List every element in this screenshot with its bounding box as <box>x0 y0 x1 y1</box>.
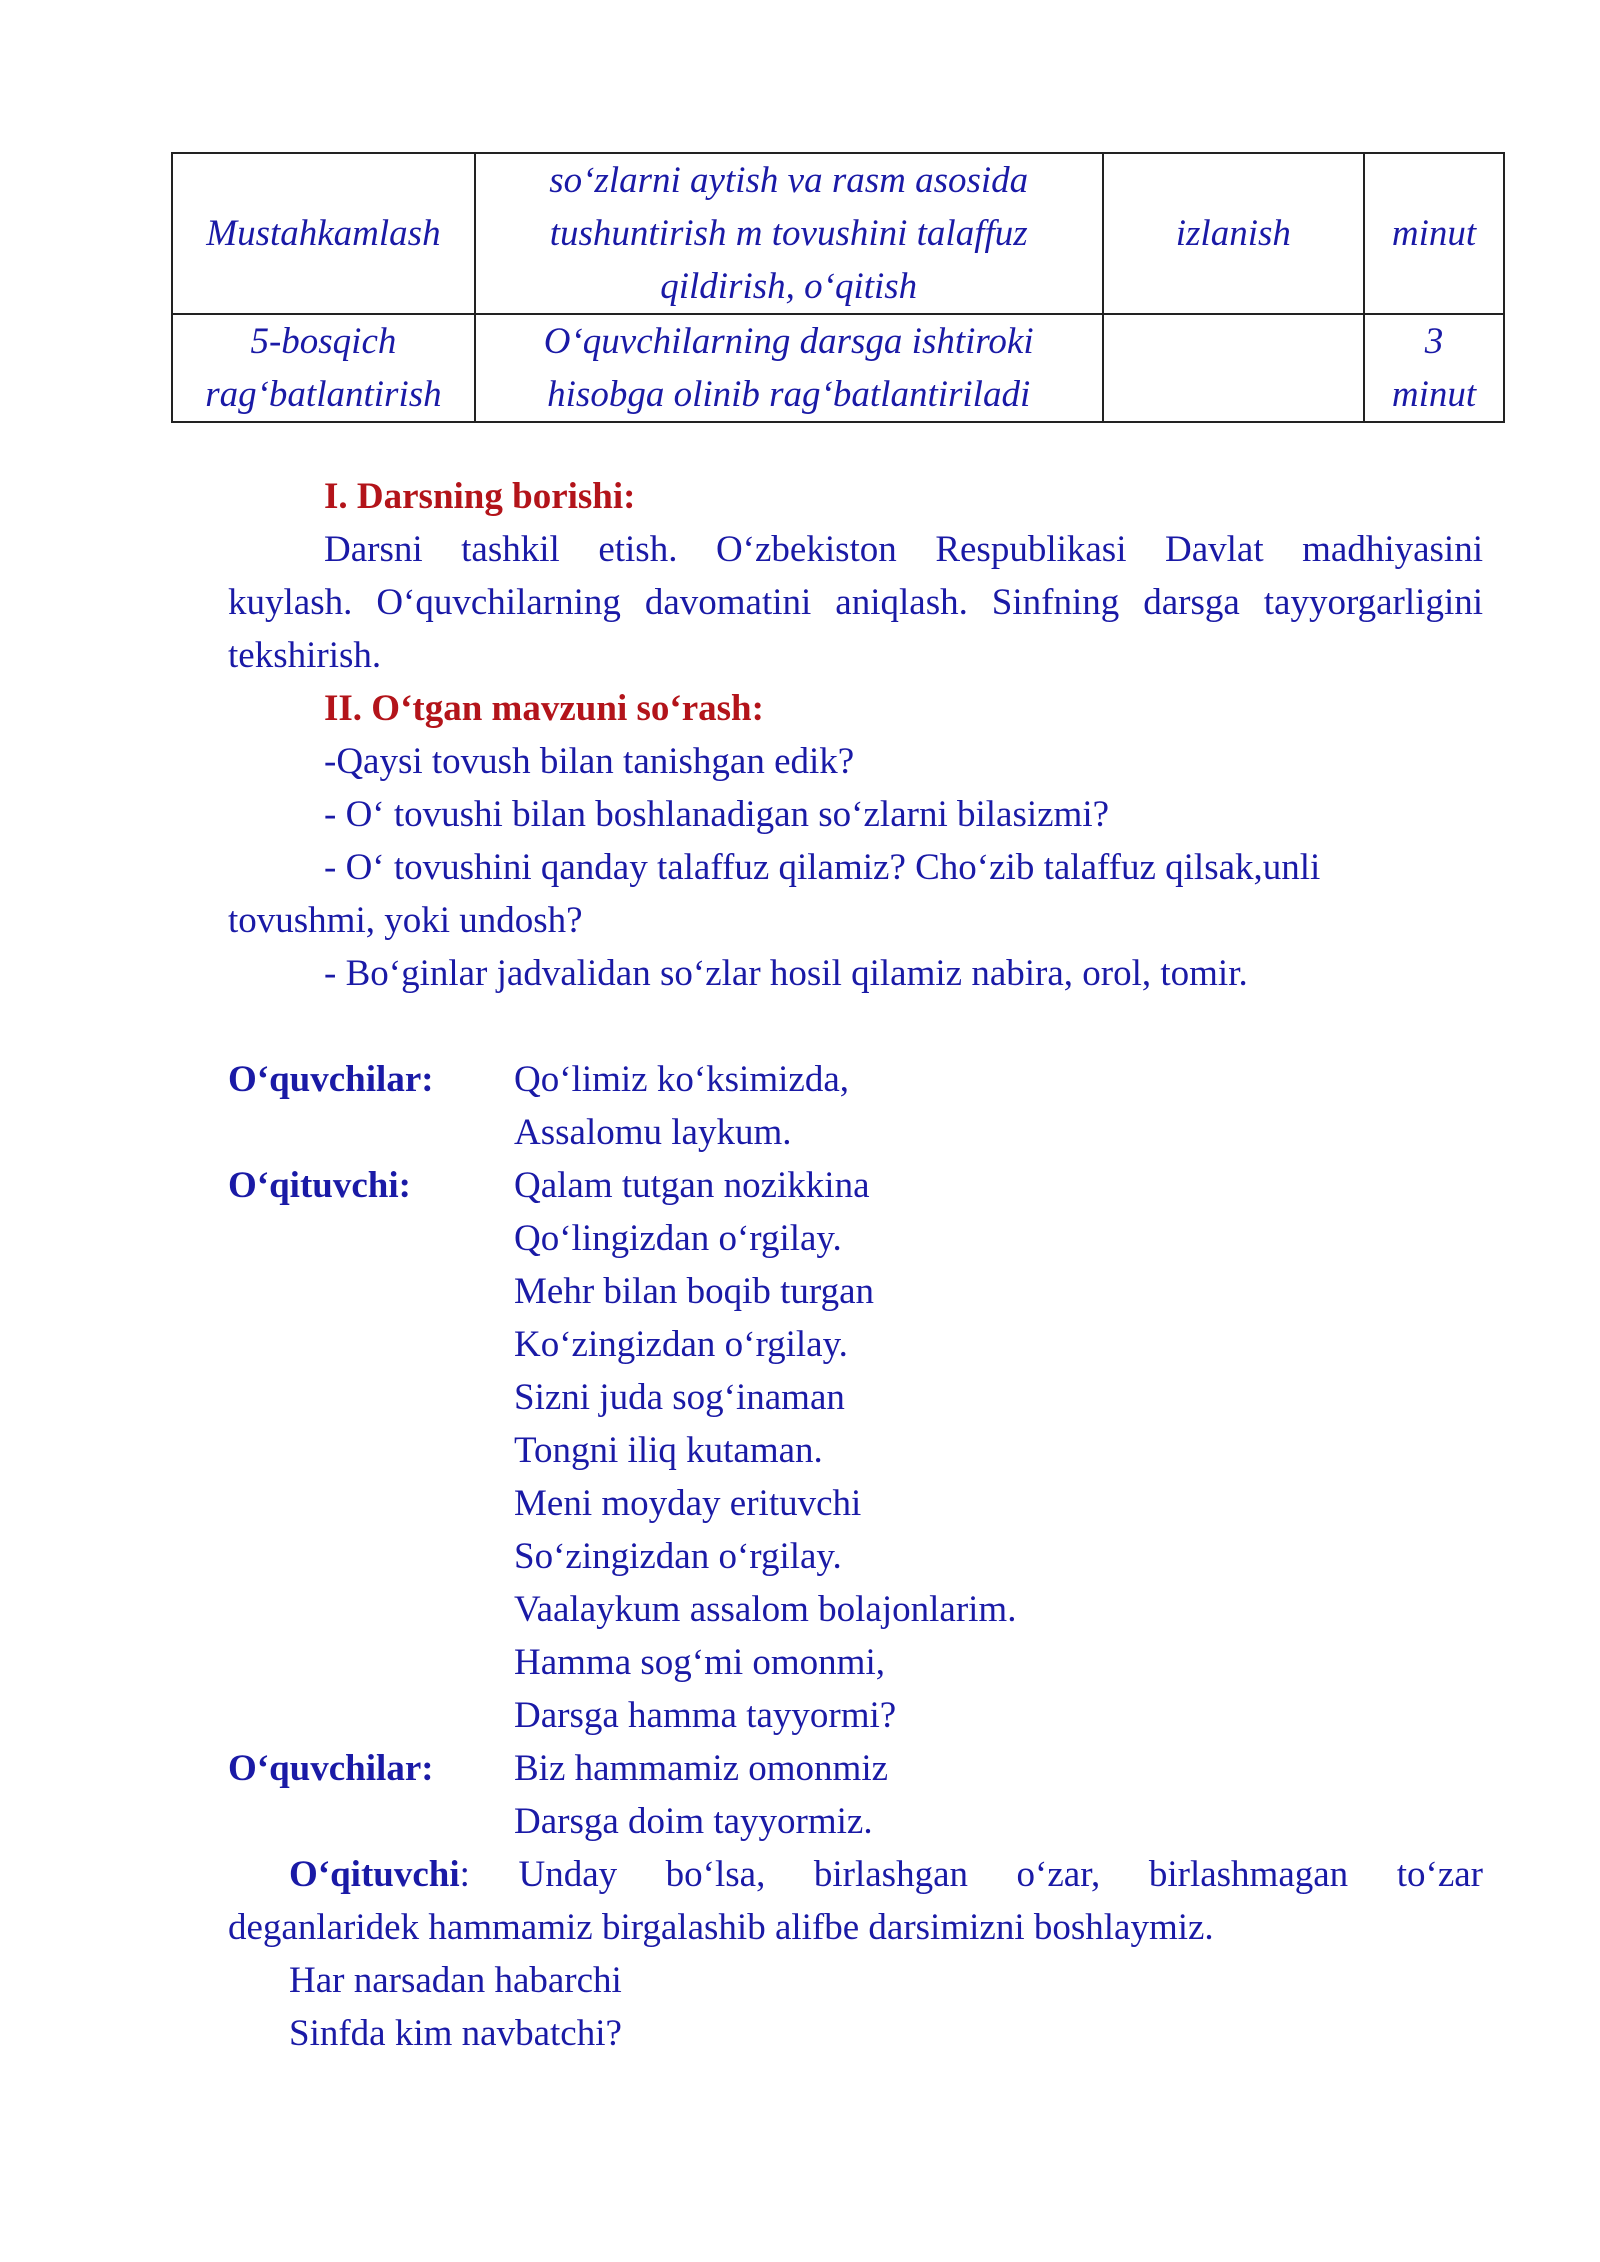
dialog-row: O‘qituvchi: Qalam tutgan nozikkina <box>228 1159 1016 1212</box>
table-row <box>172 153 1504 314</box>
question-line: -Qaysi tovush bilan tanishgan edik? <box>324 741 855 782</box>
lesson-progress-section <box>228 470 1483 1000</box>
question-line: - Bo‘ginlar jadvalidan so‘zlar hosil qilamiz nabira, orol, tomir. <box>324 953 1248 994</box>
dialog-row: Darsga doim tayyormiz. <box>514 1801 873 1842</box>
paragraph-line: tekshirish. <box>228 635 382 676</box>
dialog-row: O‘quvchilar: Biz hammamiz omonmiz <box>228 1742 1016 1795</box>
activity-cell: O‘quvchilarning darsga ishtiroki hisobga olinib rag‘batlantiriladi <box>475 314 1103 422</box>
table-row <box>172 314 1504 422</box>
method-cell <box>1103 314 1365 422</box>
paragraph-line: kuylash. O‘quvchilarning davomatini aniqlash. Sinfning darsga tayyorgarligini <box>228 582 1483 623</box>
stage-cell: 5-bosqich rag‘batlantirish <box>172 314 475 422</box>
dialog-row: Assalomu laykum. <box>514 1112 792 1153</box>
activity-cell: so‘zlarni aytish va rasm asosida tushuntirish m tovushini talaffuz qildirish, o‘qitish <box>475 153 1103 314</box>
dialog-row: Tongni iliq kutaman. <box>514 1430 823 1471</box>
speaker-label: O‘quvchilar: <box>228 1748 434 1789</box>
paragraph-line: deganlaridek hammamiz birgalashib alifbe darsimizni boshlaymiz. <box>228 1907 1214 1948</box>
time-cell: minut <box>1364 153 1504 314</box>
paragraph-line: Sinfda kim navbatchi? <box>289 2013 622 2054</box>
method-cell: izlanish <box>1103 153 1365 314</box>
dialog-row: Mehr bilan boqib turgan <box>514 1271 875 1312</box>
dialog-row: O‘quvchilar: Qo‘limiz ko‘ksimizda, <box>228 1053 1016 1106</box>
section-heading: II. O‘tgan mavzuni so‘rash: <box>324 688 764 729</box>
dialog-row: Qo‘lingizdan o‘rgilay. <box>514 1218 842 1259</box>
dialog-row: Darsga hamma tayyormi? <box>514 1695 897 1736</box>
speaker-label: O‘quvchilar: <box>228 1059 434 1100</box>
dialog-row: Meni moyday erituvchi <box>514 1483 862 1524</box>
paragraph-line: O‘qituvchi: Unday bo‘lsa, birlashgan o‘zar, birlashmagan to‘zar <box>289 1854 1483 1895</box>
speaker-label: O‘qituvchi: <box>228 1165 411 1206</box>
dialog-block <box>228 1053 1016 1848</box>
dialog-row: Sizni juda sog‘inaman <box>514 1377 845 1418</box>
speaker-label: O‘qituvchi <box>289 1854 460 1895</box>
paragraph-line: Har narsadan habarchi <box>289 1960 622 2001</box>
question-line: - O‘ tovushi bilan boshlanadigan so‘zlarni bilasizmi? <box>324 794 1110 835</box>
dialog-row: Hamma sog‘mi omonmi, <box>514 1642 885 1683</box>
closing-section <box>228 1848 1483 2060</box>
question-line: - O‘ tovushini qanday talaffuz qilamiz? Cho‘zib talaffuz qilsak,unli <box>324 847 1321 888</box>
stage-cell: Mustahkamlash <box>172 153 475 314</box>
dialog-row: Vaalaykum assalom bolajonlarim. <box>514 1589 1017 1630</box>
lesson-plan-table <box>171 152 1505 423</box>
paragraph-line: Darsni tashkil etish. O‘zbekiston Respublikasi Davlat madhiyasini <box>324 529 1483 570</box>
section-heading: I. Darsning borishi: <box>324 476 636 517</box>
question-line: tovushmi, yoki undosh? <box>228 900 583 941</box>
dialog-row: Ko‘zingizdan o‘rgilay. <box>514 1324 848 1365</box>
time-cell: 3 minut <box>1364 314 1504 422</box>
dialog-row: So‘zingizdan o‘rgilay. <box>514 1536 842 1577</box>
